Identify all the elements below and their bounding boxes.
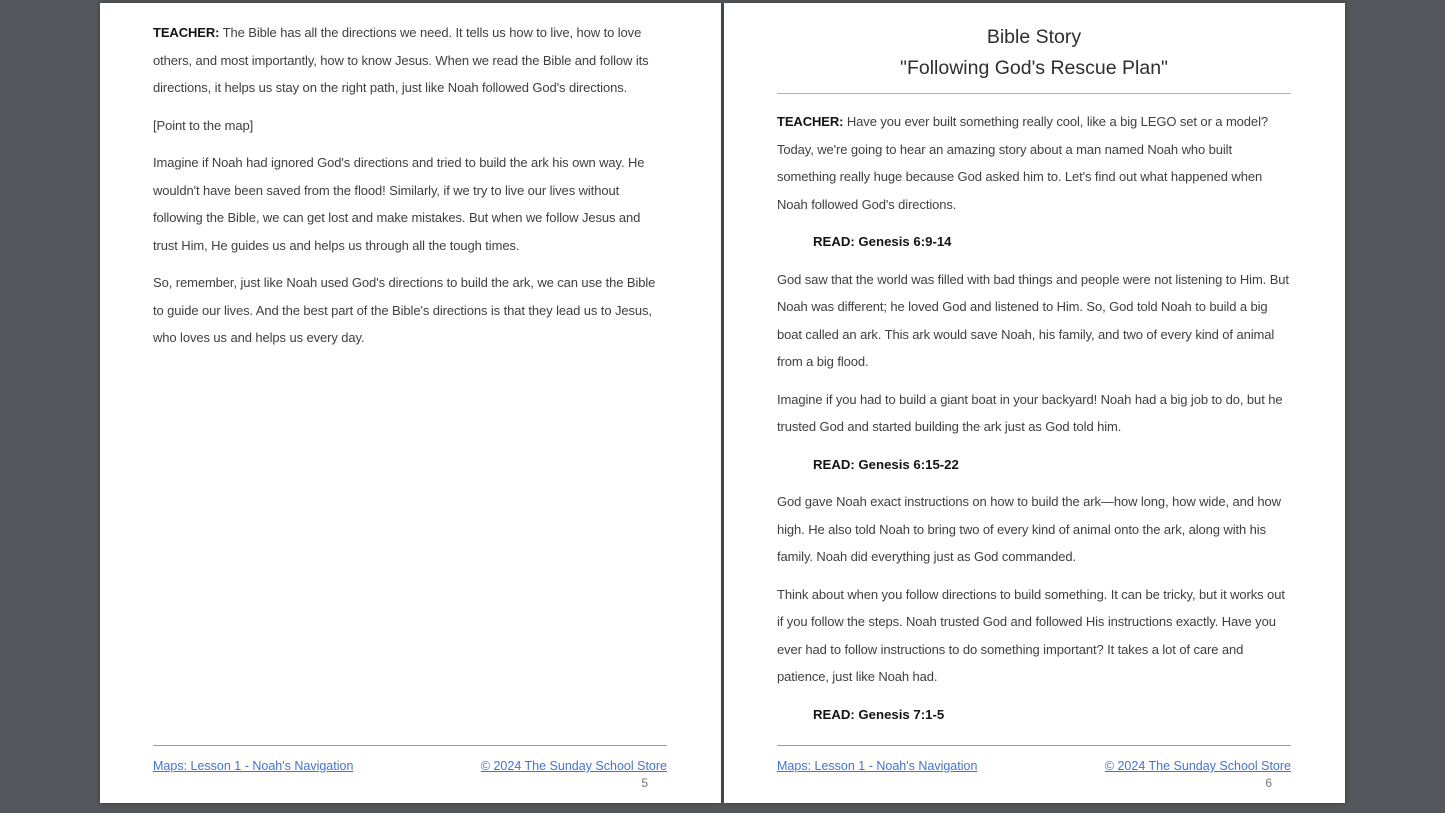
page-title-line2: "Following God's Rescue Plan" (900, 57, 1168, 79)
paragraph: Imagine if Noah had ignored God's directions and tried to build the ark his own way. He wouldn't have been saved from the flood! Similarly, if we try to live our lives without following the Bible, we can get lost and make mistakes. But when we follow Jesus and trust Him, He guides us and helps us through all the tough times. (153, 155, 645, 253)
page-number: 6 (1265, 776, 1272, 790)
page-number: 5 (641, 776, 648, 790)
read-heading: READ: Genesis 6:9-14 (813, 234, 952, 249)
stage-direction: [Point to the map] (153, 117, 254, 133)
footer-links (777, 759, 1291, 774)
footer-links (153, 759, 667, 774)
page-6-footer (777, 745, 1291, 790)
footer-divider (777, 745, 1291, 746)
copyright-link[interactable]: © 2024 The Sunday School Store (1104, 759, 1291, 773)
page-5 (100, 3, 721, 803)
teacher-paragraph (153, 19, 667, 102)
paragraph: Think about when you follow directions to build something. It can be tricky, but it works out if you follow the steps. Noah trusted God and followed His instructions exactly. Have you ever had to follow instructions to do something important? It takes a lot of care and patience, just like Noah had. (777, 586, 1285, 684)
paragraph: So, remember, just like Noah used God's directions to build the ark, we can use the Bible to guide our lives. And the best part of the Bible's directions is that they lead us to Jesus, who loves us and helps us every day. (153, 275, 656, 345)
page-5-footer (153, 745, 667, 790)
footer-divider (153, 745, 667, 746)
page-5-content (153, 19, 667, 352)
lesson-title-link[interactable]: Maps: Lesson 1 - Noah's Navigation (153, 759, 354, 773)
page-6 (724, 3, 1345, 803)
lesson-title-link[interactable]: Maps: Lesson 1 - Noah's Navigation (777, 759, 978, 773)
copyright-link[interactable]: © 2024 The Sunday School Store (480, 759, 667, 773)
title-divider (777, 93, 1291, 94)
read-heading: READ: Genesis 7:1-5 (813, 706, 945, 722)
page-title (777, 19, 1291, 84)
teacher-paragraph (777, 108, 1291, 218)
paragraph-text: The Bible has all the directions we need. It tells us how to live, how to love others, and most importantly, how to know Jesus. When we read the Bible and follow its directions, it helps us stay on the right path, just like Noah followed God's directions. (153, 25, 649, 95)
paragraph-text: Have you ever built something really cool, like a big LEGO set or a model? Today, we're going to hear an amazing story about a man named Noah who built something really huge because God asked him to. Let's find out what happened when Noah followed God's directions. (777, 114, 1268, 212)
paragraph: God saw that the world was filled with bad things and people were not listening to Him. But Noah was different; he loved God and listened to Him. So, God told Noah to build a big boat called an ark. This ark would save Noah, his family, and two of every kind of animal from a big flood. (777, 271, 1289, 369)
paragraph: God gave Noah exact instructions on how to build the ark—how long, how wide, and how high. He also told Noah to bring two of every kind of animal onto the ark, along with his family. Noah did everything just as God commanded. (777, 494, 1281, 564)
read-heading: READ: Genesis 6:15-22 (813, 456, 959, 472)
teacher-label: TEACHER: (153, 25, 220, 40)
page-6-content (777, 19, 1291, 728)
page-title-line1: Bible Story (986, 26, 1082, 48)
teacher-label: TEACHER: (777, 114, 844, 129)
paragraph: Imagine if you had to build a giant boat in your backyard! Noah had a big job to do, but he trusted God and started building the ark just as God told him. (777, 391, 1283, 434)
